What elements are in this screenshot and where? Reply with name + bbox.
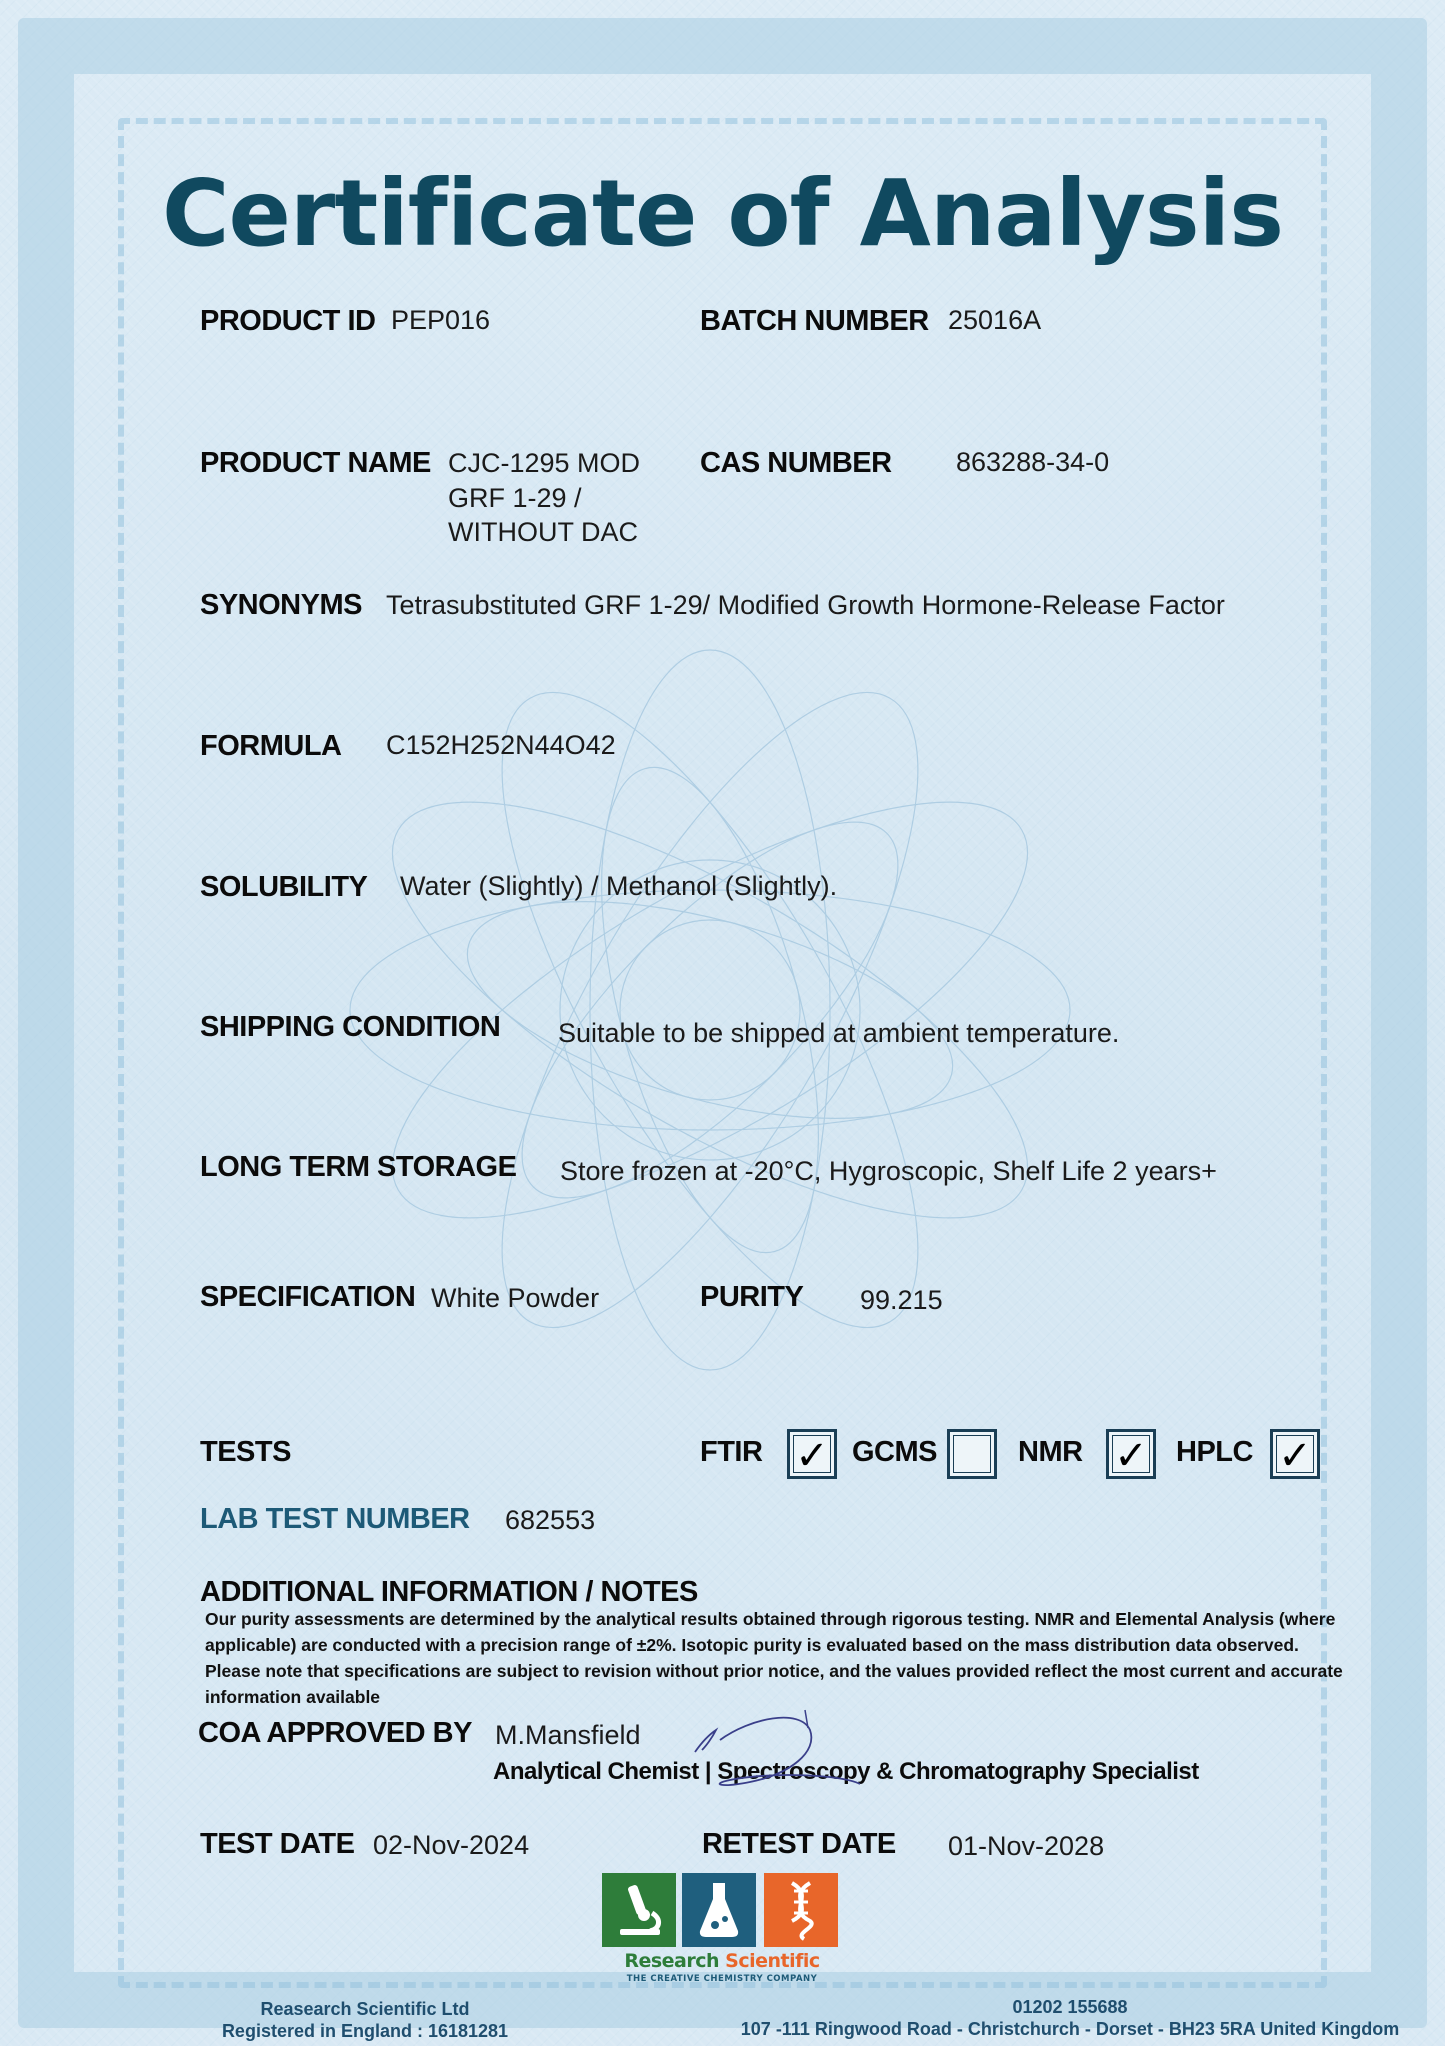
test-nmr-label: NMR [1018,1436,1083,1468]
tests-label: TESTS [200,1436,291,1468]
product-name-line-1: CJC-1295 MOD [448,448,641,478]
footer-company [200,1998,530,2042]
approved-by-label: COA APPROVED BY [198,1717,472,1749]
test-date-value: 02-Nov-2024 [373,1830,530,1860]
page-title: Certificate of Analysis [162,160,1283,267]
product-name-line-2: GRF 1-29 / [448,483,582,513]
notes-line: Please note that specifications are subject to revision without prior notice, and the values provided reflect the most current and accurate [205,1661,1343,1681]
lab-test-number-value: 682553 [505,1505,596,1535]
logo-tagline: THE CREATIVE CHEMISTRY COMPANY [626,1974,818,1984]
test-hplc-checkbox[interactable] [1270,1429,1320,1479]
product-id-value: PEP016 [391,305,491,335]
specification-value: White Powder [431,1283,600,1313]
notes-heading: ADDITIONAL INFORMATION / NOTES [200,1576,698,1608]
lab-test-number-label: LAB TEST NUMBER [200,1503,470,1535]
notes-line: Our purity assessments are determined by the analytical results obtained through rigorous testing. NMR and Elemental Analysis (where [205,1609,1336,1629]
specification-label: SPECIFICATION [200,1281,416,1313]
test-nmr-checkbox[interactable] [1106,1429,1156,1479]
checkmark-icon [950,1432,994,1476]
footer-address: 107 -111 Ringwood Road - Christchurch - Dorset - BH23 5RA United Kingdom [740,2019,1400,2039]
test-gcms-label: GCMS [852,1436,937,1468]
footer-phone: 01202 155688 [1012,1997,1128,2017]
product-name-line-3: WITHOUT DAC [448,517,638,547]
solubility-value: Water (Slightly) / Methanol (Slightly). [400,871,838,901]
synonyms-value: Tetrasubstituted GRF 1-29/ Modified Growth Hormone-Release Factor [386,590,1225,620]
retest-date-value: 01-Nov-2028 [948,1831,1105,1861]
cas-number-value: 863288-34-0 [956,447,1110,477]
footer-registration: Registered in England : 16181281 [221,2021,509,2041]
test-hplc-label: HPLC [1176,1436,1253,1468]
checkmark-icon: ✓ [1278,1433,1312,1479]
logo-name-part1: Research [624,1950,726,1972]
notes-line: applicable) are conducted with a precision range of ±2%. Isotopic purity is evaluated based on the mass distribution data observed. [205,1635,1299,1655]
notes-body [205,1606,1415,1710]
purity-value: 99.215 [860,1285,943,1315]
test-ftir-checkbox[interactable] [787,1429,837,1479]
solubility-label: SOLUBILITY [200,871,368,903]
signature [690,1700,880,1810]
logo-name [602,1950,842,1972]
shipping-condition-value: Suitable to be shipped at ambient temperature. [558,1018,1120,1048]
checkmark-icon: ✓ [1114,1433,1148,1479]
notes-line: information available [205,1687,381,1707]
test-date-label: TEST DATE [200,1828,355,1860]
product-name-label: PRODUCT NAME [200,447,431,479]
test-gcms-checkbox[interactable] [947,1429,997,1479]
company-logo [602,1873,842,1988]
batch-number-label: BATCH NUMBER [700,305,929,337]
product-id-label: PRODUCT ID [200,305,376,337]
test-ftir-label: FTIR [700,1436,763,1468]
approver-role: Analytical Chemist | Spectroscopy & Chromatography Specialist [493,1758,1199,1785]
logo-name-part2: Scientific [725,1950,820,1972]
long-term-storage-label: LONG TERM STORAGE [200,1151,517,1183]
dna-icon [764,1873,838,1947]
microscope-icon [602,1873,676,1947]
batch-number-value: 25016A [948,305,1042,335]
shipping-condition-label: SHIPPING CONDITION [200,1011,501,1043]
cas-number-label: CAS NUMBER [700,447,892,479]
formula-value: C152H252N44O42 [386,730,616,760]
long-term-storage-value: Store frozen at -20°C, Hygroscopic, Shelf Life 2 years+ [560,1156,1217,1186]
checkmark-icon: ✓ [795,1433,829,1479]
formula-label: FORMULA [200,730,342,762]
footer-contact [730,1996,1410,2040]
approver-name: M.Mansfield [495,1720,641,1750]
retest-date-label: RETEST DATE [702,1828,896,1860]
flask-icon [682,1873,756,1947]
footer-company-name: Reasearch Scientific Ltd [260,1999,470,2019]
purity-label: PURITY [700,1281,804,1313]
synonyms-label: SYNONYMS [200,589,362,621]
